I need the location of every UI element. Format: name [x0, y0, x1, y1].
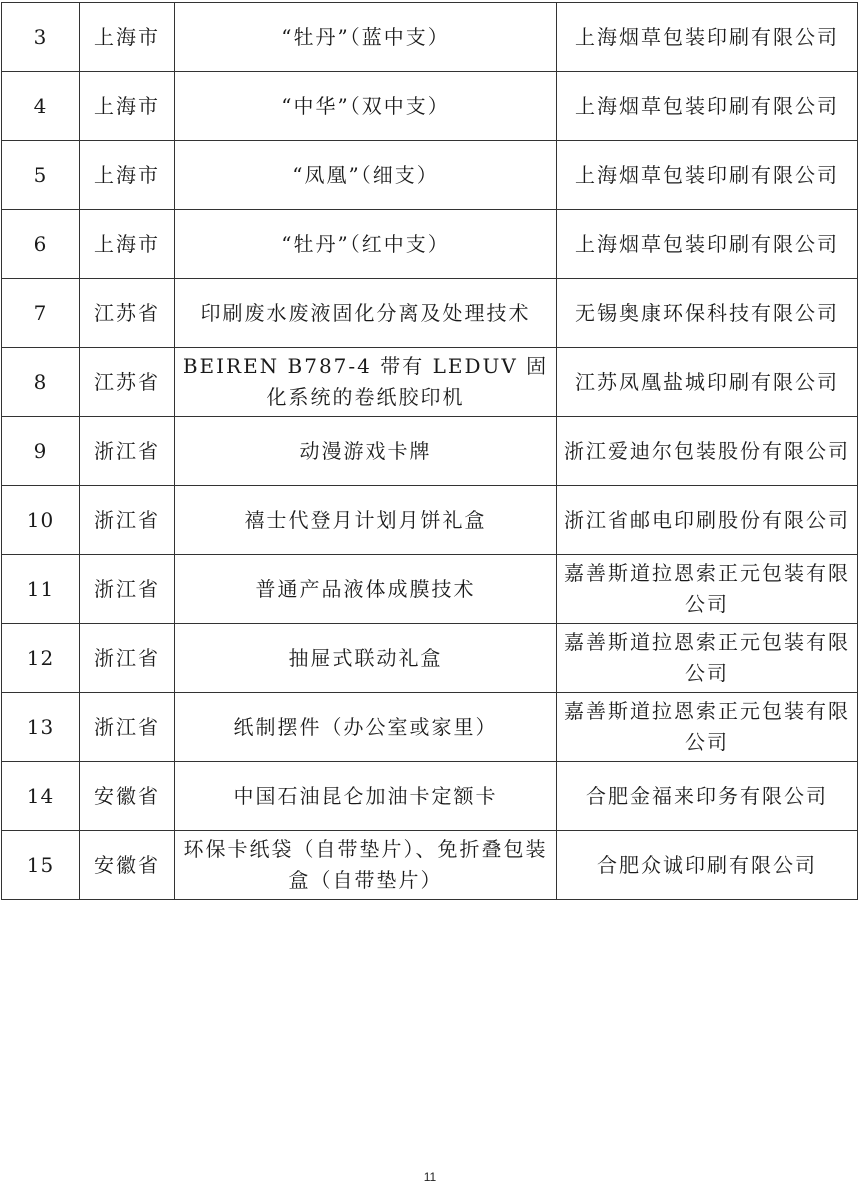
company-cell: 嘉善斯道拉恩索正元包装有限公司: [557, 693, 858, 762]
item-cell: “凤凰”（细支）: [175, 141, 557, 210]
row-number: 11: [2, 555, 80, 624]
item-cell: 动漫游戏卡牌: [175, 417, 557, 486]
page-number: 11: [423, 1170, 437, 1184]
table-row: [2, 762, 858, 831]
region-cell: 江苏省: [80, 279, 175, 348]
company-cell: 合肥众诚印刷有限公司: [557, 831, 858, 900]
table-row: [2, 210, 858, 279]
row-number: 8: [2, 348, 80, 417]
region-cell: 浙江省: [80, 693, 175, 762]
table-row: [2, 3, 858, 72]
region-cell: 上海市: [80, 210, 175, 279]
awards-table: [1, 2, 858, 900]
table-row: [2, 693, 858, 762]
company-cell: 嘉善斯道拉恩索正元包装有限公司: [557, 624, 858, 693]
company-cell: 上海烟草包装印刷有限公司: [557, 72, 858, 141]
region-cell: 浙江省: [80, 624, 175, 693]
row-number: 9: [2, 417, 80, 486]
table-row: [2, 831, 858, 900]
item-cell: “中华”（双中支）: [175, 72, 557, 141]
item-cell: “牡丹”（蓝中支）: [175, 3, 557, 72]
company-cell: 嘉善斯道拉恩索正元包装有限公司: [557, 555, 858, 624]
company-cell: 上海烟草包装印刷有限公司: [557, 210, 858, 279]
row-number: 15: [2, 831, 80, 900]
region-cell: 安徽省: [80, 831, 175, 900]
row-number: 4: [2, 72, 80, 141]
table-row: [2, 417, 858, 486]
table-row: [2, 486, 858, 555]
item-cell: 中国石油昆仑加油卡定额卡: [175, 762, 557, 831]
company-cell: 上海烟草包装印刷有限公司: [557, 141, 858, 210]
table-row: [2, 348, 858, 417]
row-number: 13: [2, 693, 80, 762]
region-cell: 浙江省: [80, 417, 175, 486]
row-number: 6: [2, 210, 80, 279]
item-cell: 抽屉式联动礼盒: [175, 624, 557, 693]
row-number: 14: [2, 762, 80, 831]
company-cell: 浙江省邮电印刷股份有限公司: [557, 486, 858, 555]
item-cell: 印刷废水废液固化分离及处理技术: [175, 279, 557, 348]
item-cell: 环保卡纸袋（自带垫片）、免折叠包装盒（自带垫片）: [175, 831, 557, 900]
company-cell: 合肥金福来印务有限公司: [557, 762, 858, 831]
table-row: [2, 72, 858, 141]
region-cell: 安徽省: [80, 762, 175, 831]
region-cell: 江苏省: [80, 348, 175, 417]
region-cell: 浙江省: [80, 486, 175, 555]
region-cell: 浙江省: [80, 555, 175, 624]
table-row: [2, 279, 858, 348]
company-cell: 无锡奥康环保科技有限公司: [557, 279, 858, 348]
company-cell: 江苏凤凰盐城印刷有限公司: [557, 348, 858, 417]
table-row: [2, 141, 858, 210]
item-cell: 禧士代登月计划月饼礼盒: [175, 486, 557, 555]
company-cell: 上海烟草包装印刷有限公司: [557, 3, 858, 72]
item-cell: 纸制摆件（办公室或家里）: [175, 693, 557, 762]
row-number: 5: [2, 141, 80, 210]
row-number: 7: [2, 279, 80, 348]
table-row: [2, 624, 858, 693]
region-cell: 上海市: [80, 141, 175, 210]
item-cell: “牡丹”（红中支）: [175, 210, 557, 279]
region-cell: 上海市: [80, 3, 175, 72]
row-number: 12: [2, 624, 80, 693]
region-cell: 上海市: [80, 72, 175, 141]
company-cell: 浙江爱迪尔包装股份有限公司: [557, 417, 858, 486]
row-number: 3: [2, 3, 80, 72]
table-row: [2, 555, 858, 624]
item-cell: BEIREN B787-4 带有 LEDUV 固化系统的卷纸胶印机: [175, 348, 557, 417]
item-cell: 普通产品液体成膜技术: [175, 555, 557, 624]
row-number: 10: [2, 486, 80, 555]
